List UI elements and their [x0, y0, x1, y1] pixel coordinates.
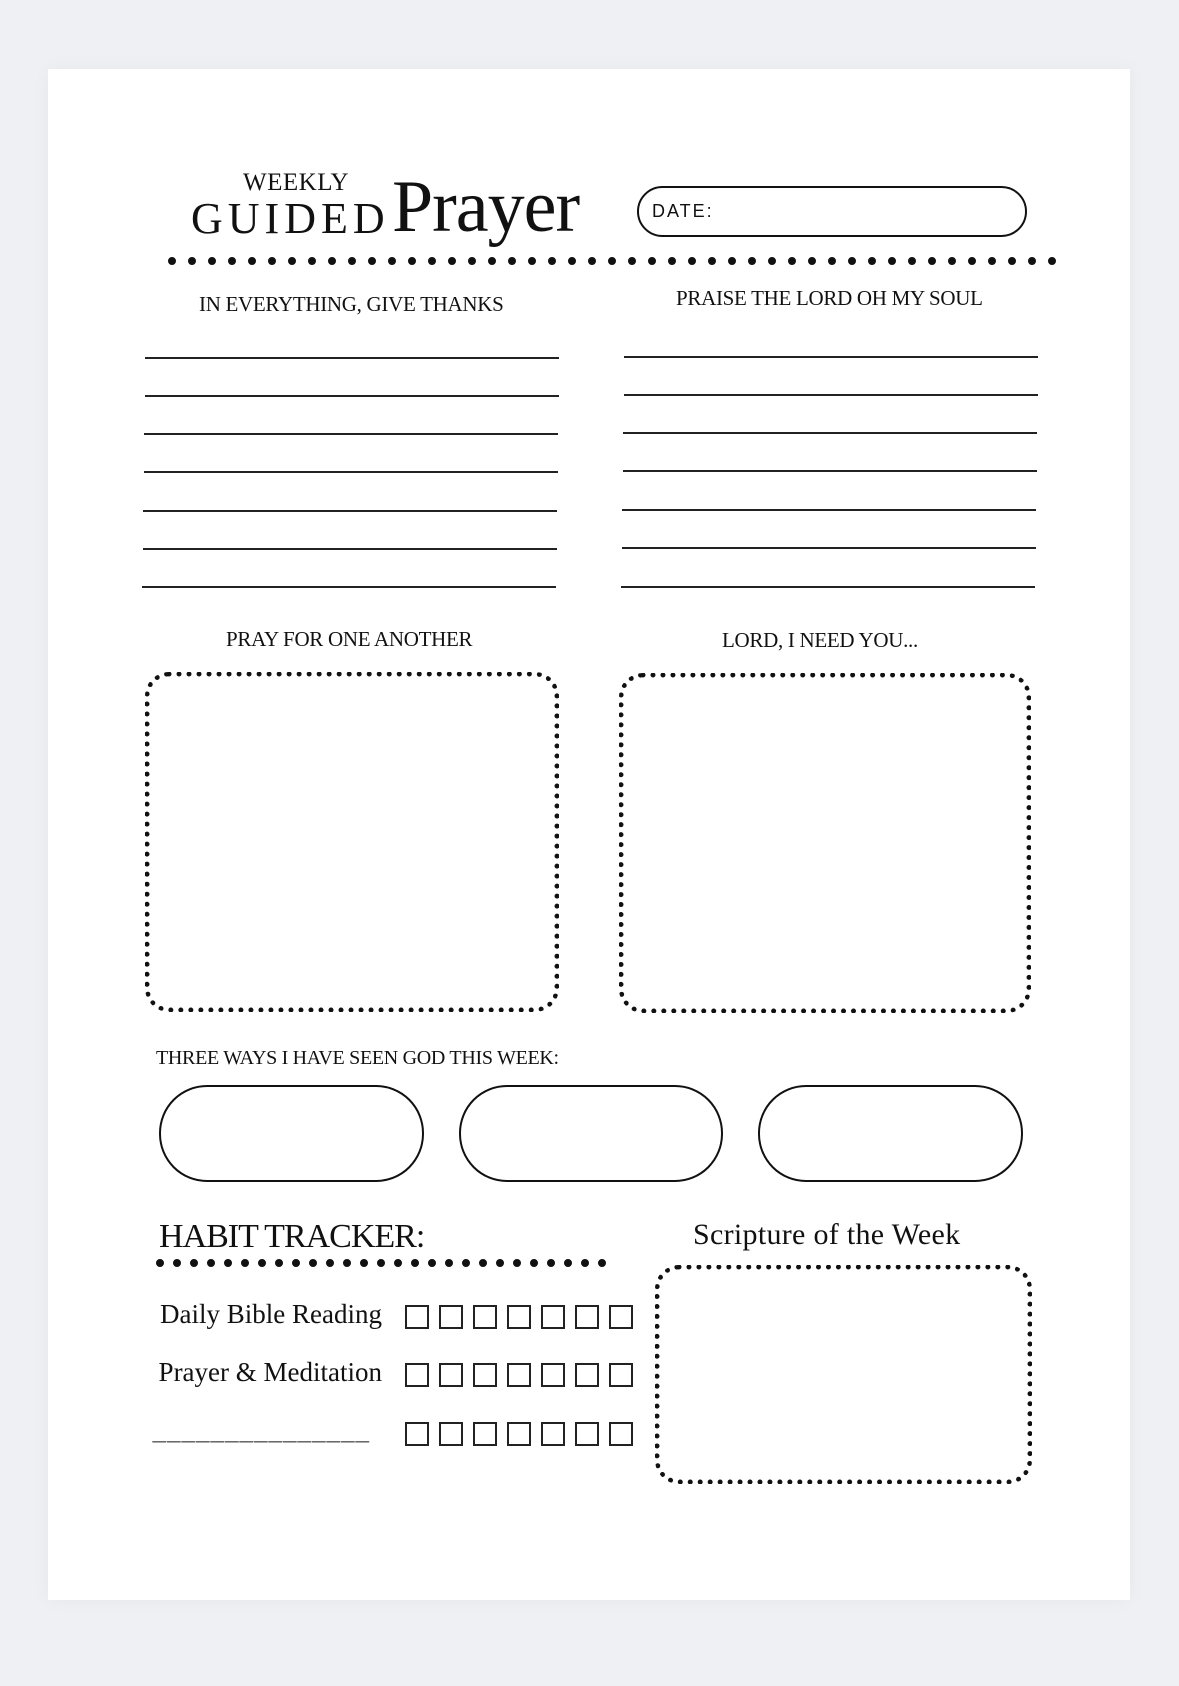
three-ways-field-1[interactable] [159, 1085, 424, 1182]
title-weekly: WEEKLY [243, 169, 350, 196]
writing-line[interactable] [623, 470, 1037, 472]
day-checkbox[interactable] [473, 1305, 497, 1329]
pray-for-box[interactable] [145, 672, 559, 1012]
planner-sheet [48, 69, 1130, 1600]
day-checkbox[interactable] [405, 1422, 429, 1446]
habit-tracker-dotted-divider [156, 1256, 626, 1270]
day-checkbox[interactable] [609, 1305, 633, 1329]
header-dotted-divider [168, 253, 1068, 269]
writing-line[interactable] [624, 356, 1038, 358]
writing-line[interactable] [624, 394, 1038, 396]
day-checkbox[interactable] [575, 1305, 599, 1329]
scripture-box[interactable] [655, 1265, 1032, 1484]
habit-label-blank[interactable]: _______________ [152, 1415, 370, 1445]
writing-line[interactable] [144, 433, 558, 435]
scripture-title: Scripture of the Week [693, 1218, 961, 1251]
habit-tracker-title: HABIT TRACKER: [159, 1218, 425, 1255]
writing-line[interactable] [622, 547, 1036, 549]
title-guided: GUIDED [191, 194, 390, 243]
title-prayer: Prayer [392, 166, 580, 248]
day-checkbox[interactable] [439, 1363, 463, 1387]
writing-line[interactable] [143, 510, 557, 512]
day-checkbox[interactable] [541, 1363, 565, 1387]
day-checkbox[interactable] [575, 1363, 599, 1387]
writing-line[interactable] [143, 548, 557, 550]
day-checkbox[interactable] [439, 1305, 463, 1329]
writing-line[interactable] [623, 432, 1037, 434]
section-title-thanks: IN EVERYTHING, GIVE THANKS [199, 292, 504, 316]
day-checkbox[interactable] [507, 1422, 531, 1446]
day-checkbox[interactable] [609, 1363, 633, 1387]
day-checkbox[interactable] [541, 1305, 565, 1329]
section-title-pray-for: PRAY FOR ONE ANOTHER [226, 627, 473, 651]
day-checkbox[interactable] [507, 1363, 531, 1387]
day-checkbox[interactable] [507, 1305, 531, 1329]
date-label: DATE: [652, 201, 714, 221]
habit-label: Daily Bible Reading [160, 1299, 382, 1329]
day-checkbox[interactable] [405, 1305, 429, 1329]
habit-label: Prayer & Meditation [158, 1357, 382, 1387]
day-checkbox[interactable] [609, 1422, 633, 1446]
section-title-praise: PRAISE THE LORD OH MY SOUL [676, 286, 983, 310]
habit-checkboxes [405, 1363, 633, 1387]
writing-line[interactable] [145, 357, 559, 359]
day-checkbox[interactable] [473, 1363, 497, 1387]
writing-line[interactable] [145, 395, 559, 397]
writing-line[interactable] [622, 509, 1036, 511]
date-field[interactable] [637, 186, 1027, 237]
day-checkbox[interactable] [541, 1422, 565, 1446]
writing-line[interactable] [142, 586, 556, 588]
section-title-need-you: LORD, I NEED YOU... [722, 628, 918, 652]
section-title-three-ways: THREE WAYS I HAVE SEEN GOD THIS WEEK: [156, 1047, 559, 1069]
day-checkbox[interactable] [575, 1422, 599, 1446]
habit-checkboxes [405, 1422, 633, 1446]
writing-line[interactable] [144, 471, 558, 473]
three-ways-field-3[interactable] [758, 1085, 1023, 1182]
writing-line[interactable] [621, 586, 1035, 588]
day-checkbox[interactable] [439, 1422, 463, 1446]
need-you-box[interactable] [619, 673, 1031, 1013]
habit-checkboxes [405, 1305, 633, 1329]
day-checkbox[interactable] [405, 1363, 429, 1387]
three-ways-field-2[interactable] [459, 1085, 723, 1182]
day-checkbox[interactable] [473, 1422, 497, 1446]
